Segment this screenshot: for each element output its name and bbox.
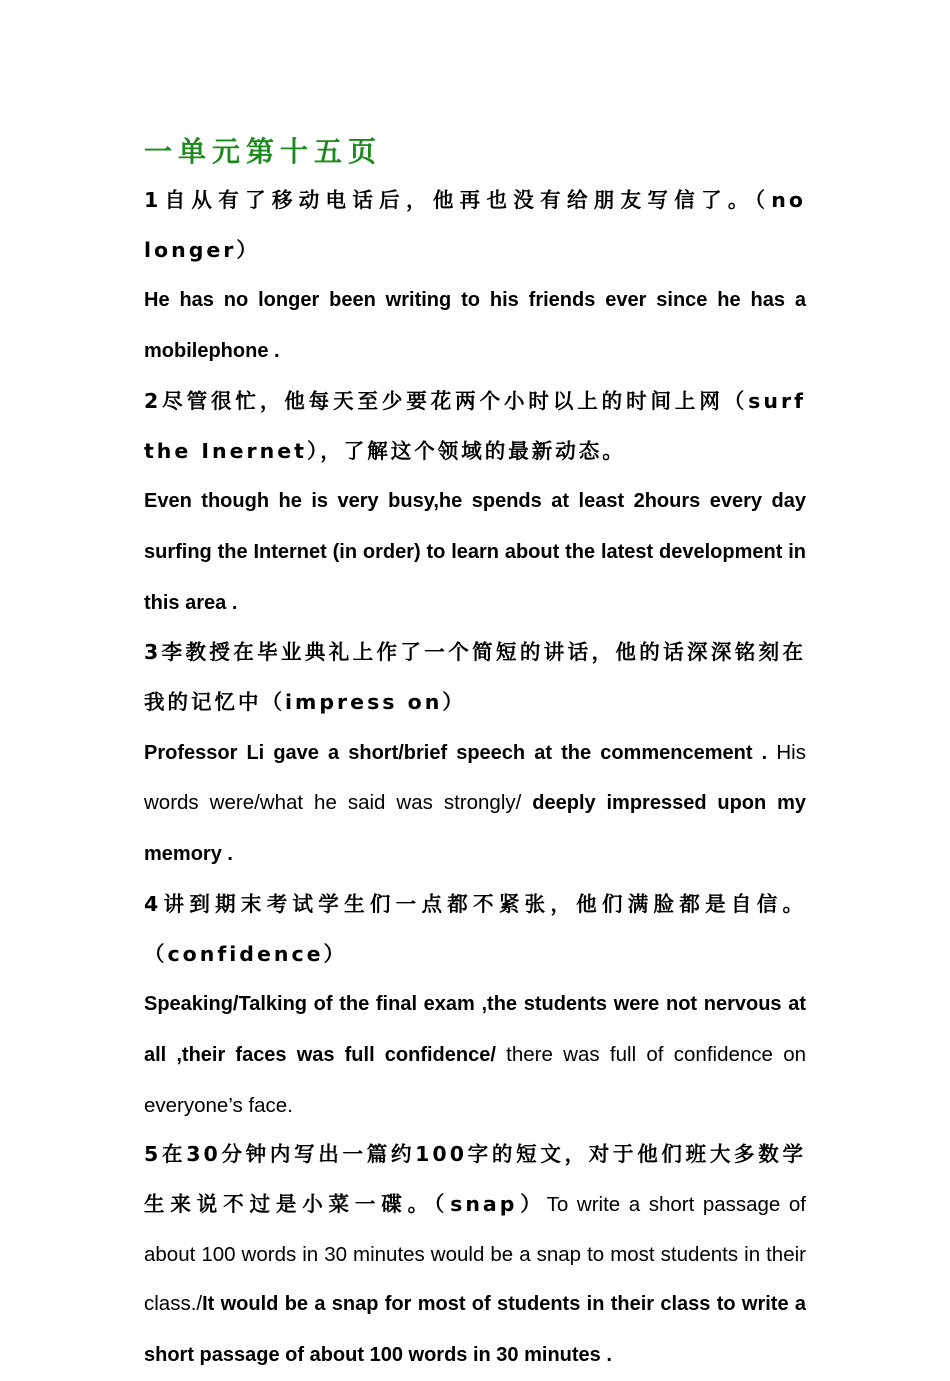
answer-bold: Professor Li gave a short/brief speech at the commencement . — [144, 741, 768, 764]
exercise-item-3 — [144, 628, 806, 880]
chinese-text: 2尽管很忙，他每天至少要花两个小时以上的时间上网（surf the Inernet），了解这个领域的最新动态。 — [144, 388, 806, 463]
answer-normal: His words were/what he said was strongly/ — [144, 740, 806, 815]
chinese-prompt — [144, 176, 806, 275]
chinese-text: 5在30分钟内写出一篇约100字的短文，对于他们班大多数学生来说不过是小菜一碟。（snap） — [144, 1142, 806, 1217]
exercise-item-1 — [144, 176, 806, 377]
chinese-text: 1自从有了移动电话后，他再也没有给朋友写信了。（no longer） — [144, 188, 806, 262]
page-heading: 一单元第十五页 — [144, 135, 383, 168]
answer-bold-continued: deeply impressed upon my memory . — [144, 792, 806, 866]
exercise-item-4 — [144, 880, 806, 1131]
answer-bold: It would be a snap for most of students in their class to write a short passage of about 100 words in 30 minutes . — [144, 1293, 806, 1367]
exercise-item-5 — [144, 1130, 806, 1381]
chinese-prompt — [144, 377, 806, 476]
chinese-prompt — [144, 880, 806, 979]
chinese-prompt-and-answer — [144, 1130, 806, 1381]
english-answer — [144, 979, 806, 1130]
english-answer — [144, 728, 806, 880]
document-page — [144, 128, 806, 1381]
chinese-text: 4讲到期末考试学生们一点都不紧张，他们满脸都是自信。（confidence） — [144, 891, 806, 966]
answer-bold: Even though he is very busy,he spends at least 2hours every day surfing the Internet (in order) to learn about the latest development in this area . — [144, 490, 806, 614]
answer-normal: there was full of confidence on everyone’s face. — [144, 1042, 806, 1117]
exercise-item-2 — [144, 377, 806, 629]
answer-bold: Speaking/Talking of the final exam ,the students were not nervous at all ,their faces was full confidence/ — [144, 993, 806, 1066]
answer-bold: He has no longer been writing to his friends ever since he has a mobilephone . — [144, 289, 806, 363]
chinese-text: 3李教授在毕业典礼上作了一个简短的讲话，他的话深深铭刻在我的记忆中（impress on） — [144, 640, 806, 715]
answer-normal: To write a short passage of about 100 words in 30 minutes would be a snap to most students in their class./ — [144, 1193, 806, 1316]
english-answer — [144, 476, 806, 628]
chinese-prompt — [144, 628, 806, 727]
english-answer — [144, 275, 806, 376]
